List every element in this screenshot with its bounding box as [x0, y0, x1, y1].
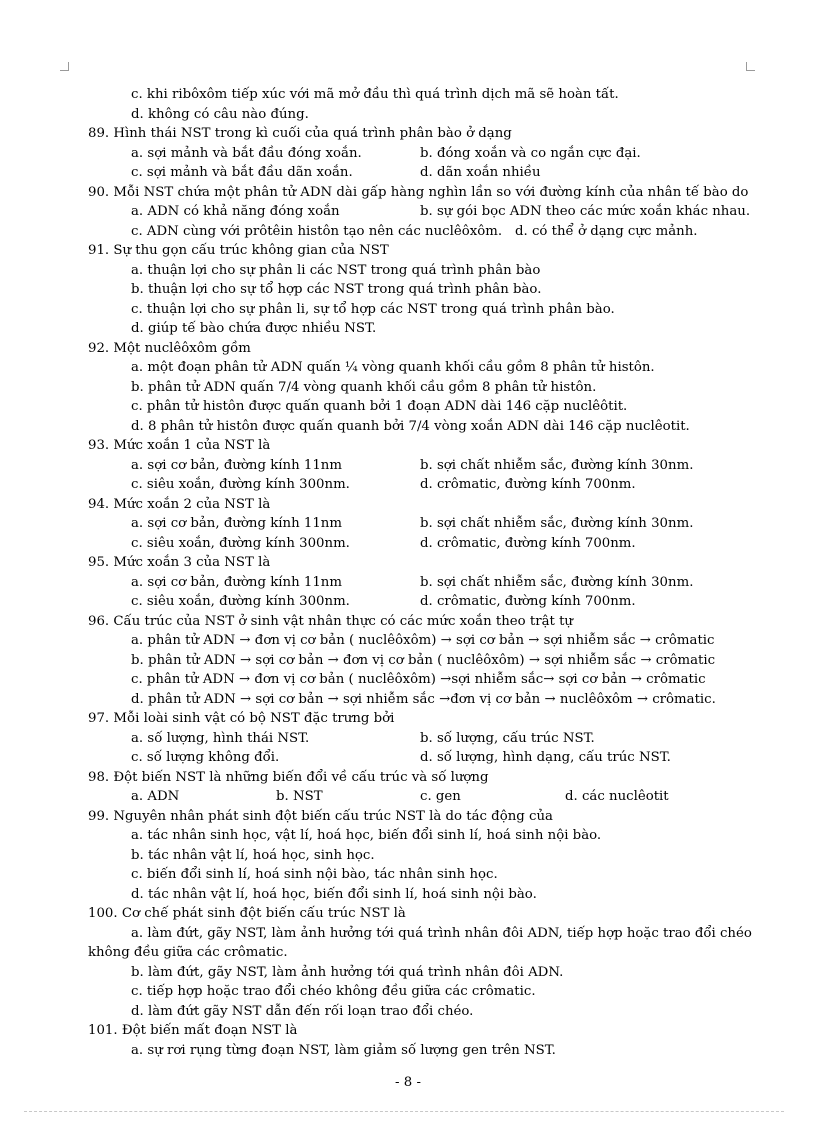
option-left: a. sợi cơ bản, đường kính 11nm [131, 458, 342, 473]
option-line: a. thuận lợi cho sự phân li các NST trong quá trình phân bào [131, 263, 541, 278]
option-line: d. phân tử ADN → sợi cơ bản → sợi nhiễm sắc →đơn vị cơ bản → nuclêôxôm → crômatic. [131, 692, 716, 707]
question-line: 93. Mức xoắn 1 của NST là [88, 438, 271, 453]
option-left: c. siêu xoắn, đường kính 300nm. [131, 477, 350, 492]
option-c: c. gen [420, 789, 461, 804]
option-left: c. ADN cùng với prôtêin histôn tạo nên các nuclêôxôm. [131, 224, 503, 239]
option-line: b. làm đứt, gãy NST, làm ảnh hưởng tới quá trình nhân đôi ADN. [131, 965, 564, 980]
question-line: 90. Mỗi NST chứa một phân tử ADN dài gấp hàng nghìn lần so với đường kính của nhân tế bào do [88, 185, 749, 200]
option-line: c. phân tử histôn được quấn quanh bởi 1 đoạn ADN dài 146 cặp nuclêôtit. [131, 399, 628, 414]
option-line: c. biến đổi sinh lí, hoá sinh nội bào, tác nhân sinh học. [131, 867, 498, 882]
option-left: c. siêu xoắn, đường kính 300nm. [131, 536, 350, 551]
option-line: b. phân tử ADN → sợi cơ bản → đơn vị cơ bản ( nuclêôxôm) → sợi nhiễm sắc → crômatic [131, 653, 716, 668]
question-line: 98. Đột biến NST là những biến đổi về cấu trúc và số lượng [88, 770, 489, 785]
option-right: b. sự gói bọc ADN theo các mức xoắn khác nhau. [420, 204, 751, 219]
option-line: a. sự rơi rụng từng đoạn NST, làm giảm số lượng gen trên NST. [131, 1043, 556, 1058]
option-line: b. phân tử ADN quấn 7/4 vòng quanh khối cầu gồm 8 phân tử histôn. [131, 380, 597, 395]
question-line: 95. Mức xoắn 3 của NST là [88, 555, 271, 570]
option-right: b. đóng xoắn và co ngắn cực đại. [420, 146, 641, 161]
option-left: c. siêu xoắn, đường kính 300nm. [131, 594, 350, 609]
option-right: d. crômatic, đường kính 700nm. [420, 536, 636, 551]
question-line: 101. Đột biến mất đoạn NST là [88, 1023, 298, 1038]
option-line: a. một đoạn phân tử ADN quấn ¼ vòng quanh khối cầu gồm 8 phân tử histôn. [131, 360, 655, 375]
question-line: 99. Nguyên nhân phát sinh đột biến cấu trúc NST là do tác động của [88, 809, 553, 824]
question-line: 96. Cấu trúc của NST ở sinh vật nhân thực có các mức xoắn theo trật tự [88, 614, 573, 629]
option-line: a. phân tử ADN → đơn vị cơ bản ( nuclêôxôm) → sợi cơ bản → sợi nhiễm sắc → crômatic [131, 633, 715, 648]
option-line: a. làm đứt, gãy NST, làm ảnh hưởng tới quá trình nhân đôi ADN, tiếp hợp hoặc trao đổi chéo [131, 926, 752, 941]
option-right: b. sợi chất nhiễm sắc, đường kính 30nm. [420, 458, 694, 473]
option-line: d. tác nhân vật lí, hoá học, biến đổi sinh lí, hoá sinh nội bào. [131, 887, 537, 902]
option-right: b. số lượng, cấu trúc NST. [420, 731, 595, 746]
option-line: d. 8 phân tử histôn được quấn quanh bởi 7/4 vòng xoắn ADN dài 146 cặp nuclêotit. [131, 419, 690, 434]
question-line: 100. Cơ chế phát sinh đột biến cấu trúc NST là [88, 906, 406, 921]
option-line: c. phân tử ADN → đơn vị cơ bản ( nuclêôxôm) →sợi nhiễm sắc→ sợi cơ bản → crômatic [131, 672, 706, 687]
option-line: d. không có câu nào đúng. [131, 107, 309, 122]
option-left: a. số lượng, hình thái NST. [131, 731, 310, 746]
option-a: a. ADN [131, 789, 180, 804]
option-left: a. sợi cơ bản, đường kính 11nm [131, 575, 342, 590]
page-number: - 8 - [395, 1075, 421, 1090]
option-line: a. tác nhân sinh học, vật lí, hoá học, biến đổi sinh lí, hoá sinh nội bào. [131, 828, 602, 843]
option-right: d. crômatic, đường kính 700nm. [420, 594, 636, 609]
option-b: b. NST [276, 789, 323, 804]
option-line: b. thuận lợi cho sự tổ hợp các NST trong quá trình phân bào. [131, 282, 542, 297]
question-line: 91. Sự thu gọn cấu trúc không gian của NST [88, 243, 389, 258]
option-left: c. sợi mảnh và bắt đầu dãn xoắn. [131, 165, 353, 180]
option-right: d. số lượng, hình dạng, cấu trúc NST. [420, 750, 671, 765]
question-line: 94. Mức xoắn 2 của NST là [88, 497, 271, 512]
question-line: không đều giữa các crômatic. [88, 945, 288, 960]
question-line: 89. Hình thái NST trong kì cuối của quá trình phân bào ở dạng [88, 126, 512, 141]
option-right: b. sợi chất nhiễm sắc, đường kính 30nm. [420, 516, 694, 531]
option-line: c. tiếp hợp hoặc trao đổi chéo không đều giữa các crômatic. [131, 984, 536, 999]
option-d: d. các nuclêotit [565, 789, 669, 804]
option-line: d. làm đứt gãy NST dẫn đến rối loạn trao đổi chéo. [131, 1004, 474, 1019]
footer-divider [24, 1111, 784, 1112]
option-right: d. dãn xoắn nhiều [420, 165, 541, 180]
option-right: d. crômatic, đường kính 700nm. [420, 477, 636, 492]
option-line: d. giúp tế bào chứa được nhiều NST. [131, 321, 377, 336]
question-line: 92. Một nuclêôxôm gồm [88, 341, 251, 356]
option-right: b. sợi chất nhiễm sắc, đường kính 30nm. [420, 575, 694, 590]
option-left: c. số lượng không đổi. [131, 750, 280, 765]
option-line: c. thuận lợi cho sự phân li, sự tổ hợp các NST trong quá trình phân bào. [131, 302, 615, 317]
crop-mark-top-left [60, 62, 69, 71]
option-left: a. sợi cơ bản, đường kính 11nm [131, 516, 342, 531]
option-left: a. sợi mảnh và bắt đầu đóng xoắn. [131, 146, 362, 161]
option-right: d. có thể ở dạng cực mảnh. [515, 224, 698, 239]
crop-mark-top-right [746, 62, 755, 71]
option-line: b. tác nhân vật lí, hoá học, sinh học. [131, 848, 375, 863]
option-line: c. khi ribôxôm tiếp xúc với mã mở đầu thì quá trình dịch mã sẽ hoàn tất. [131, 87, 619, 102]
option-left: a. ADN có khả năng đóng xoắn [131, 204, 340, 219]
question-line: 97. Mỗi loài sinh vật có bộ NST đặc trưng bởi [88, 711, 395, 726]
